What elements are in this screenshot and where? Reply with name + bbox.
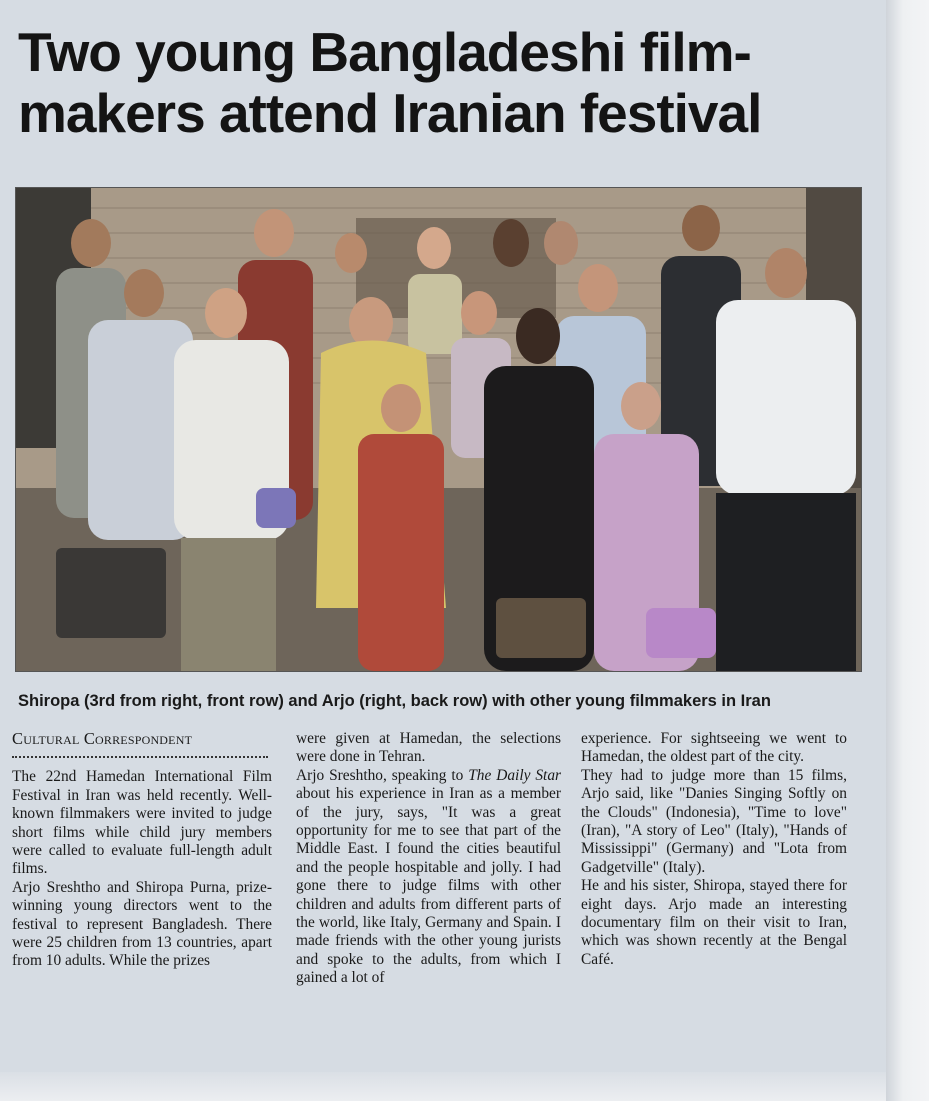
byline: Cultural Correspondent bbox=[12, 729, 193, 748]
paragraph bbox=[296, 767, 561, 988]
article-column-3 bbox=[581, 730, 847, 969]
article-column-2 bbox=[296, 730, 561, 988]
article-column-1 bbox=[12, 730, 272, 971]
paragraph: were given at Hamedan, the selections were done in Tehran. bbox=[296, 730, 561, 766]
paragraph: He and his sister, Shiropa, stayed there for eight days. Arjo made an interesting documentary film on their visit to Iran, which was shown recently at the Bengal Café. bbox=[581, 877, 847, 968]
photo-caption: Shiropa (3rd from right, front row) and Arjo (right, back row) with other young filmmakers in Iran bbox=[18, 692, 771, 710]
group-photo-illustration bbox=[16, 188, 861, 671]
byline-divider bbox=[12, 748, 268, 758]
article-headline: Two young Bangladeshi film-makers attend Iranian festival bbox=[18, 21, 762, 144]
group-photo bbox=[15, 187, 862, 672]
page-edge bbox=[886, 0, 929, 1101]
paragraph: experience. For sightseeing we went to Hamedan, the oldest part of the city. bbox=[581, 730, 847, 766]
publication-name: The Daily Star bbox=[468, 766, 562, 784]
page-bottom-edge bbox=[0, 1072, 886, 1101]
paragraph-text: about his experience in Iran as a member of the jury, says, "It was a great opportunity for me to see that part of the Middle East. I found the cities beautiful and the people hospitable and jolly. I had gone there to judge films with other children and adults from different parts of the world, like Italy, Germany and Spain. I made friends with the other young jurists and spoke to the adults, from which I gained a lot of bbox=[296, 785, 561, 987]
paragraph: Arjo Sreshtho and Shiropa Purna, prize-winning young directors went to the festival to represent Bangladesh. There were 25 children from 13 countries, apart from 10 adults. While the prizes bbox=[12, 878, 272, 970]
paragraph: The 22nd Hamedan International Film Festival in Iran was held recently. Well-known filmmakers were invited to judge short films while child jury members were called to evaluate full-length adult films. bbox=[12, 768, 272, 878]
paragraph: They had to judge more than 15 films, Arjo said, like "Danies Singing Softly on the Clouds" (Indonesia), "Time to love" (Iran), "A story of Leo" (Italy), "Hands of Mississippi" (Germany) and "Lota from Gadgetville" (Italy). bbox=[581, 766, 847, 876]
paragraph-text: Arjo Sreshtho, speaking to bbox=[296, 766, 469, 784]
